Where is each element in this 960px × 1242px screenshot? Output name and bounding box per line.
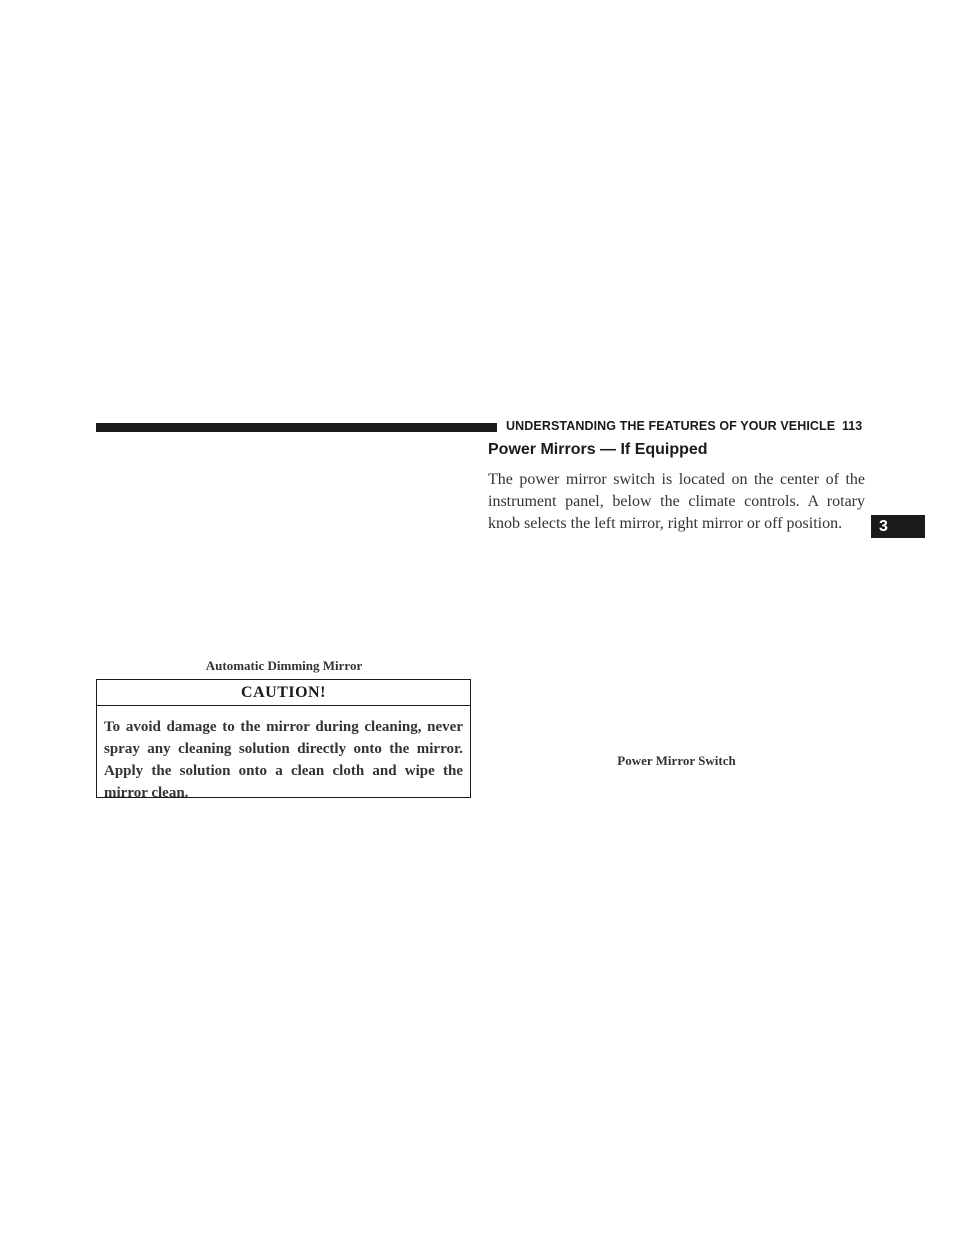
header-rule-marker: [487, 423, 497, 432]
figure-caption-power-mirror-switch: Power Mirror Switch: [617, 753, 736, 768]
section-heading: Power Mirrors — If Equipped: [488, 441, 708, 458]
page-number: 113: [842, 419, 863, 433]
chapter-tab: 3: [871, 515, 925, 538]
caution-box: [96, 679, 471, 801]
caution-title: CAUTION!: [97, 680, 470, 706]
figure-caption-automatic-dimming-mirror: Automatic Dimming Mirror: [205, 658, 363, 673]
body-paragraph: The power mirror switch is located on the center of the instrument panel, below the climate controls. A rotary knob selects the left mirror, right mirror or off position.: [488, 471, 865, 532]
header-rule: [96, 423, 487, 432]
running-header-title: UNDERSTANDING THE FEATURES OF YOUR VEHICLE: [506, 419, 836, 433]
caution-text: To avoid damage to the mirror during cleaning, never spray any cleaning solution directly onto the mirror. Apply the solution onto a clean cloth and wipe the mirror clean.: [104, 719, 463, 801]
